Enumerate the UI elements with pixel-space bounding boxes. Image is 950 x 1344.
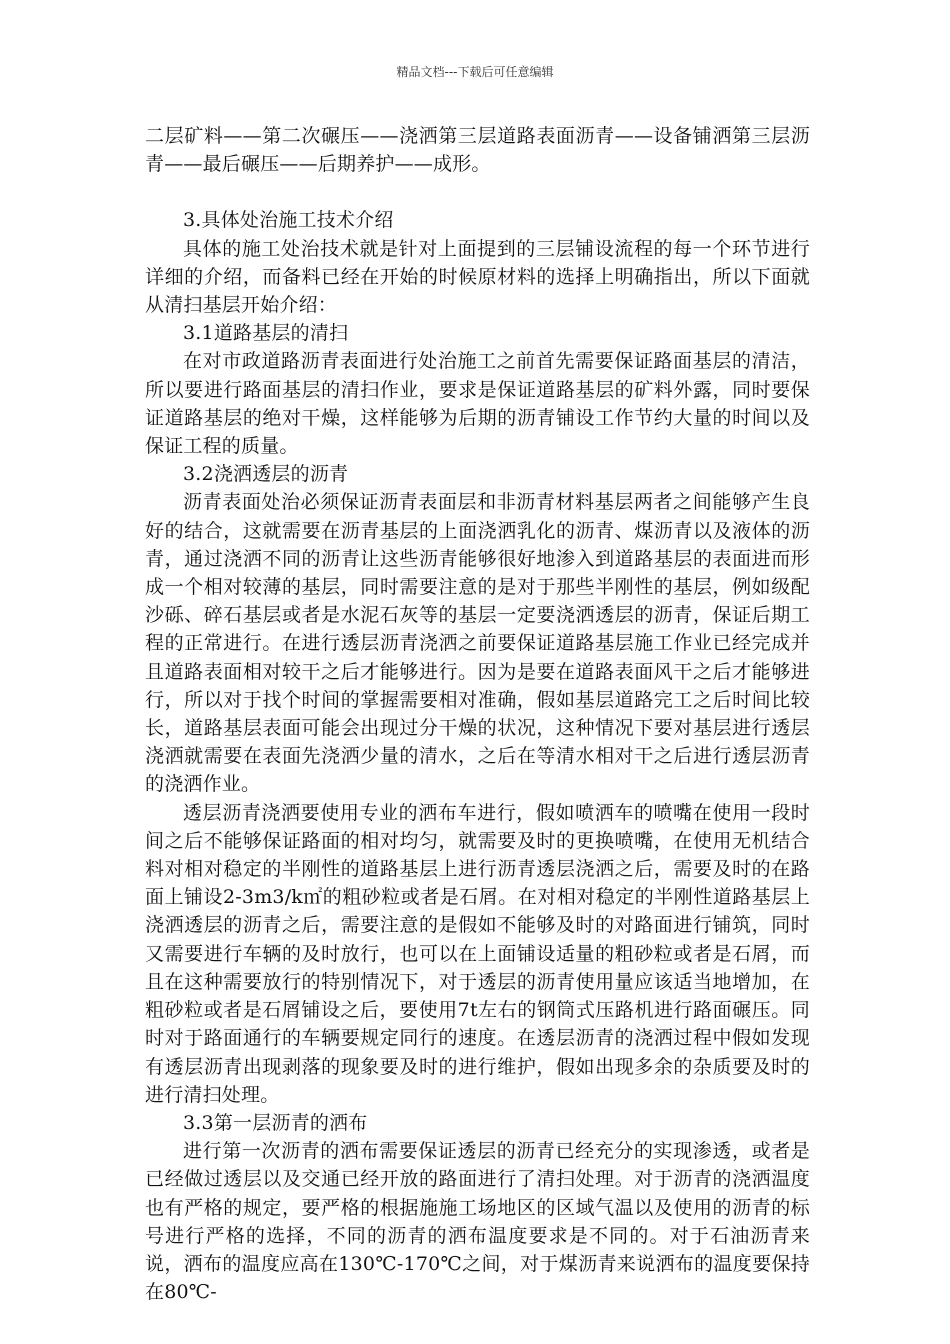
paragraph-prime-coat: 沥青表面处治必须保证沥青表面层和非沥青材料基层两者之间能够产生良好的结合，这就需要在沥青基层的上面浇洒乳化的沥青、煤沥青以及液体的沥青，通过浇洒不同的沥青让这些沥青能够很好地渗入到道路基层的表面进而形成一个相对较薄的基层，同时需要注意的是对于那些半刚性的基层，例如级配沙砾、碎石基层或者是水泥石灰等的基层一定要浇洒透层的沥青，保证后期工程的正常进行。在进行透层沥青浇洒之前要保证道路基层施工作业已经完成并且道路表面相对较干之后才能够进行。因为是要在道路表面风干之后才能够进行，所以对于找个时间的掌握需要相对准确，假如基层道路完工之后时间比较长，道路基层表面可能会出现过分干燥的状况，这种情况下要对基层进行透层浇洒就需要在表面先浇洒少量的清水，之后在等清水相对干之后进行透层沥青的浇洒作业。 bbox=[145, 491, 810, 796]
page-header: 精品文档---下载后可任意编辑 bbox=[396, 65, 554, 79]
section-heading-3-2: 3.2浇洒透层的沥青 bbox=[183, 463, 349, 486]
paragraph-base-cleaning: 在对市政道路沥青表面进行处治施工之前首先需要保证路面基层的清洁，所以要进行路面基层的清扫作业，要求是保证道路基层的矿料外露，同时要保证道路基层的绝对干燥，这样能够为后期的沥青铺设工作节约大量的时间以及保证工程的质量。 bbox=[145, 350, 810, 458]
paragraph-first-layer: 进行第一次沥青的洒布需要保证透层的沥青已经充分的实现渗透，或者是已经做过透层以及交通已经开放的路面进行了清扫处理。对于沥青的浇洒温度也有严格的规定，要严格的根据施施工场地区的区域气温以及使用的沥青的标号进行严格的选择，不同的沥青的洒布温度要求是不同的。对于石油沥青来说，洒布的温度应高在130℃-170℃之间，对于煤沥青来说洒布的温度要保持在80℃- bbox=[145, 1140, 810, 1304]
section-heading-3: 3.具体处治施工技术介绍 bbox=[183, 209, 394, 232]
paragraph-process-flow: 二层矿料——第二次碾压——浇洒第三层道路表面沥青——设备铺洒第三层沥青——最后碾压——后期养护——成形。 bbox=[145, 125, 810, 176]
section-heading-3-3: 3.3第一层沥青的洒布 bbox=[183, 1111, 368, 1134]
document-body bbox=[145, 122, 810, 1306]
paragraph-spacer bbox=[145, 178, 810, 206]
paragraph-prime-coat-spraying: 透层沥青浇洒要使用专业的洒布车进行，假如喷洒车的喷嘴在使用一段时间之后不能够保证路面的相对均匀，就需要及时的更换喷嘴，在使用无机结合料对相对稳定的半刚性的道路基层上进行沥青透层浇洒之后，需要及时的在路面上铺设2-3m3/k㎡的粗砂粒或者是石屑。在对相对稳定的半刚性道路基层上浇洒透层的沥青之后，需要注意的是假如不能够及时的对路面进行铺筑，同时又需要进行车辆的及时放行，也可以在上面铺设适量的粗砂粒或者是石屑，而且在这种需要放行的特别情况下，对于透层的沥青使用量应该适当地增加，在粗砂粒或者是石屑铺设之后，要使用7t左右的钢筒式压路机进行路面碾压。同时对于路面通行的车辆要规定同行的速度。在透层沥青的浇洒过程中假如发现有透层沥青出现剥落的现象要及时的进行维护，假如出现多余的杂质要及时的进行清扫处理。 bbox=[145, 801, 810, 1106]
section-heading-3-1: 3.1道路基层的清扫 bbox=[183, 322, 349, 345]
paragraph-intro: 具体的施工处治技术就是针对上面提到的三层铺设流程的每一个环节进行详细的介绍，而备料已经在开始的时候原材料的选择上明确指出，所以下面就从清扫基层开始介绍： bbox=[145, 237, 810, 317]
